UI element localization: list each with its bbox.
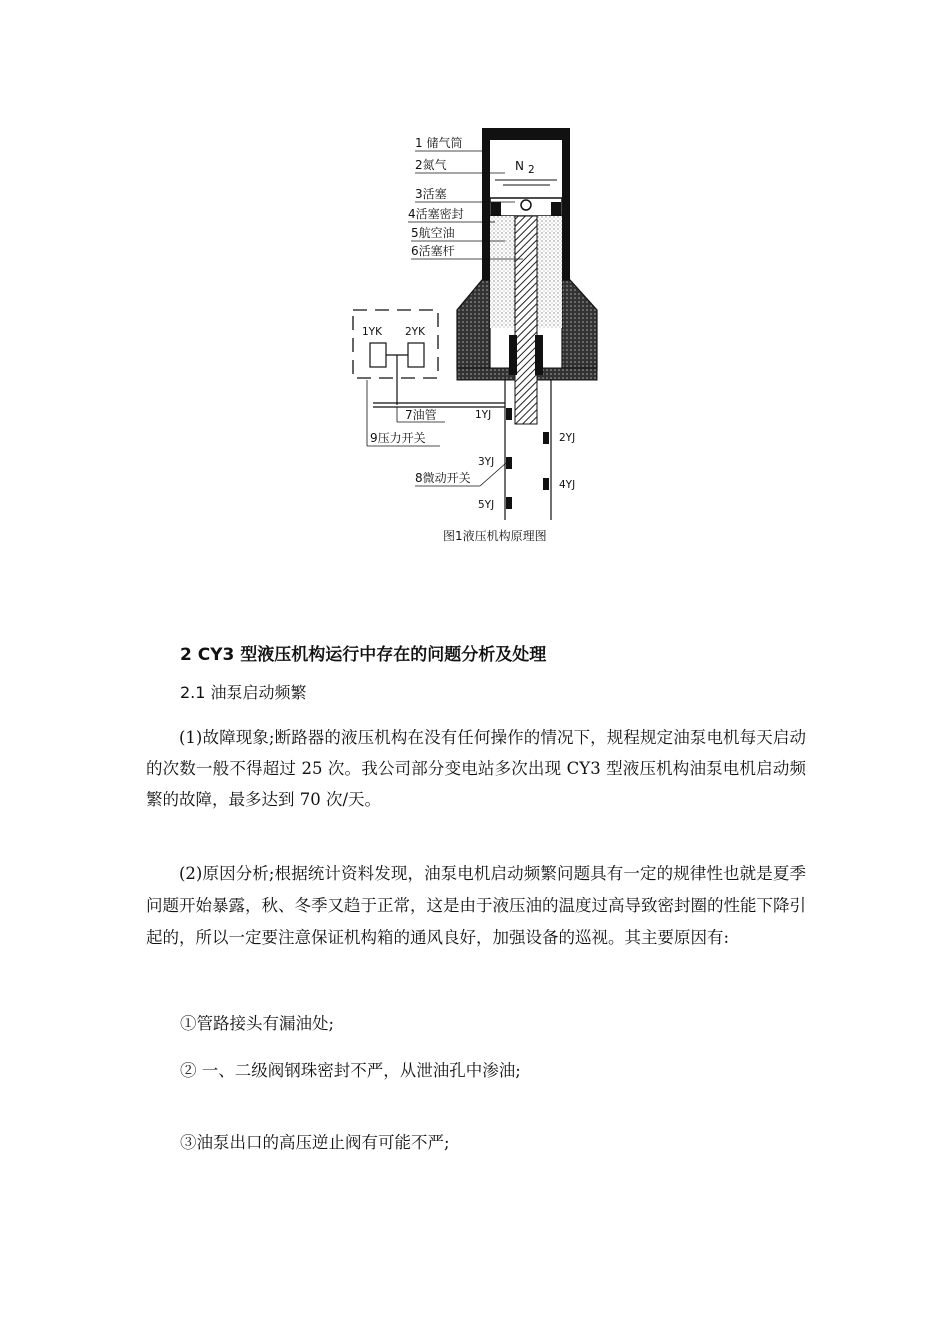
section-heading: 2 CY3 型液压机构运行中存在的问题分析及处理	[180, 645, 547, 665]
svg-text:2氮气: 2氮气	[415, 158, 447, 172]
svg-text:6活塞杆: 6活塞杆	[411, 244, 455, 258]
svg-text:2: 2	[528, 164, 535, 176]
svg-text:2YJ: 2YJ	[559, 432, 576, 444]
svg-text:2YK: 2YK	[405, 326, 425, 338]
svg-text:1YJ: 1YJ	[475, 409, 492, 421]
list-item: ② 一、二级阀钢珠密封不严，从泄油孔中渗油;	[180, 1061, 521, 1080]
svg-text:5航空油: 5航空油	[411, 226, 455, 240]
svg-text:N: N	[515, 159, 524, 173]
hydraulic-mechanism-diagram	[345, 120, 615, 550]
paragraph-fault: (1)故障现象;断路器的液压机构在没有任何操作的情况下，规程规定油泵电机每天启动的次数一般不得超过 25 次。我公司部分变电站多次出现 CY3 型液压机构油泵电机启动频繁的故障，最多达到 70 次/天。	[146, 728, 806, 809]
paragraph-cause: (2)原因分析;根据统计资料发现，油泵电机启动频繁问题具有一定的规律性也就是夏季问题开始暴露，秋、冬季又趋于正常，这是由于液压油的温度过高导致密封圈的性能下降引起的，所以一定要注意保证机构箱的通风良好，加强设备的巡视。其主要原因有:	[146, 864, 806, 947]
piston	[490, 198, 562, 216]
svg-text:5YJ: 5YJ	[478, 499, 495, 511]
oil-pipe	[373, 403, 505, 407]
svg-text:1YK: 1YK	[362, 326, 382, 338]
svg-text:8微动开关: 8微动开关	[415, 471, 471, 485]
svg-text:3活塞: 3活塞	[415, 187, 447, 201]
svg-text:9压力开关: 9压力开关	[370, 431, 426, 445]
svg-text:3YJ: 3YJ	[478, 456, 495, 468]
pressure-switch	[353, 310, 438, 405]
svg-text:1 储气筒: 1 储气筒	[415, 136, 463, 150]
list-item: ③油泵出口的高压逆止阀有可能不严;	[180, 1133, 450, 1152]
list-item: ①管路接头有漏油处;	[180, 1014, 335, 1033]
svg-text:4YJ: 4YJ	[559, 479, 576, 491]
subsection-heading: 2.1 油泵启动频繁	[180, 683, 307, 702]
nitrogen-chamber	[490, 140, 562, 198]
svg-text:7油管: 7油管	[405, 408, 437, 422]
svg-text:4活塞密封: 4活塞密封	[408, 207, 464, 221]
figure-caption: 图1液压机构原理图	[443, 529, 547, 543]
